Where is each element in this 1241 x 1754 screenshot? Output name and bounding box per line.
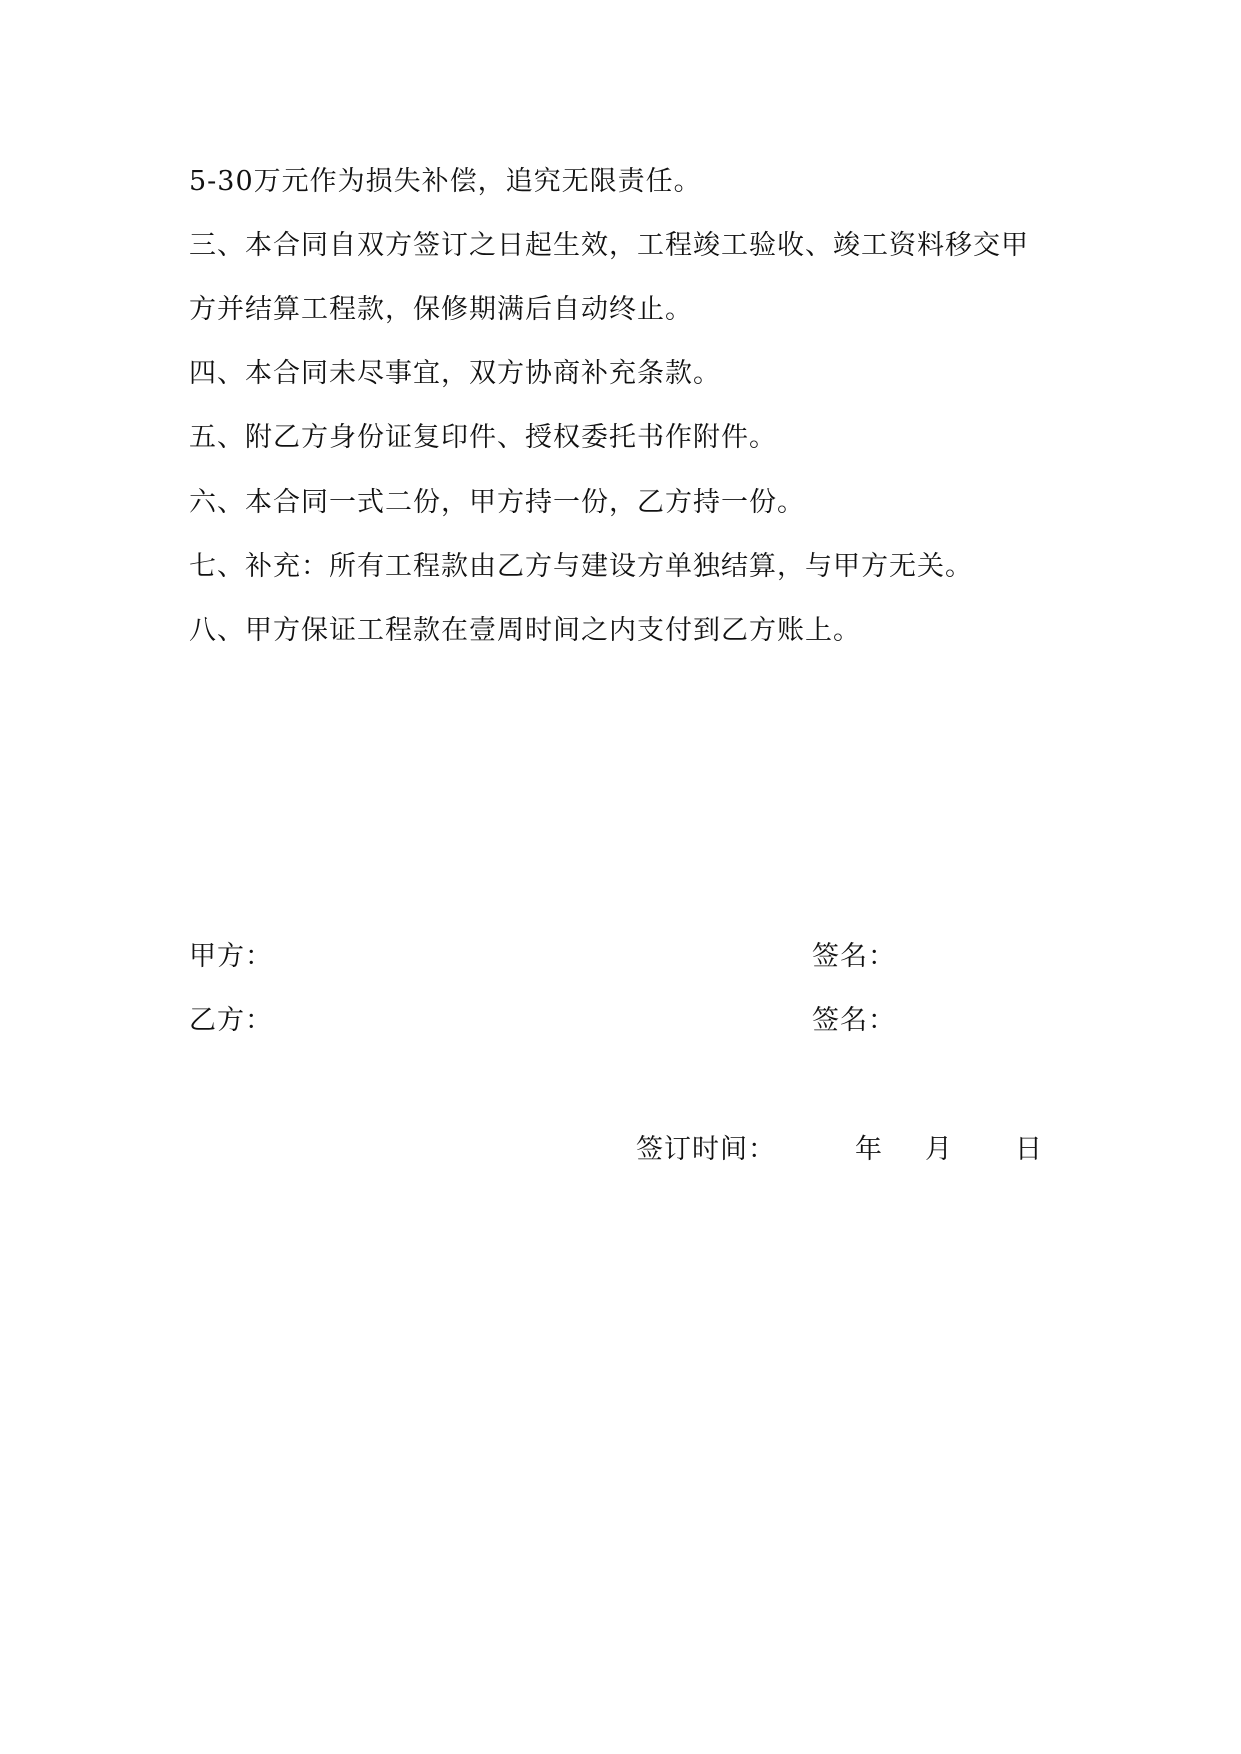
- signing-date-year: 年: [855, 1134, 882, 1165]
- party-b-signature-label: 签名：: [812, 1005, 896, 1036]
- paragraph-clause-3: 三、本合同自双方签订之日起生效，工程竣工验收、竣工资料移交甲: [189, 230, 1029, 261]
- paragraph-clause-4: 四、本合同未尽事宜，双方协商补充条款。: [189, 358, 721, 389]
- signing-date-label: 签订时间：: [636, 1134, 776, 1165]
- paragraph-clause-7: 七、补充：所有工程款由乙方与建设方单独结算，与甲方无关。: [189, 551, 973, 582]
- party-a-label: 甲方：: [189, 941, 273, 972]
- paragraph-clause-8: 八、甲方保证工程款在壹周时间之内支付到乙方账上。: [189, 615, 861, 646]
- paragraph-clause-6: 六、本合同一式二份，甲方持一份，乙方持一份。: [189, 487, 805, 518]
- paragraph-compensation: 5-30万元作为损失补偿，追究无限责任。: [189, 166, 702, 197]
- paragraph-clause-3-continued: 方并结算工程款，保修期满后自动终止。: [189, 294, 693, 325]
- signing-date-day: 日: [1015, 1134, 1042, 1165]
- party-a-signature-label: 签名：: [812, 941, 896, 972]
- party-b-label: 乙方：: [189, 1005, 273, 1036]
- signing-date-month: 月: [925, 1134, 952, 1165]
- paragraph-clause-5: 五、附乙方身份证复印件、授权委托书作附件。: [189, 422, 777, 453]
